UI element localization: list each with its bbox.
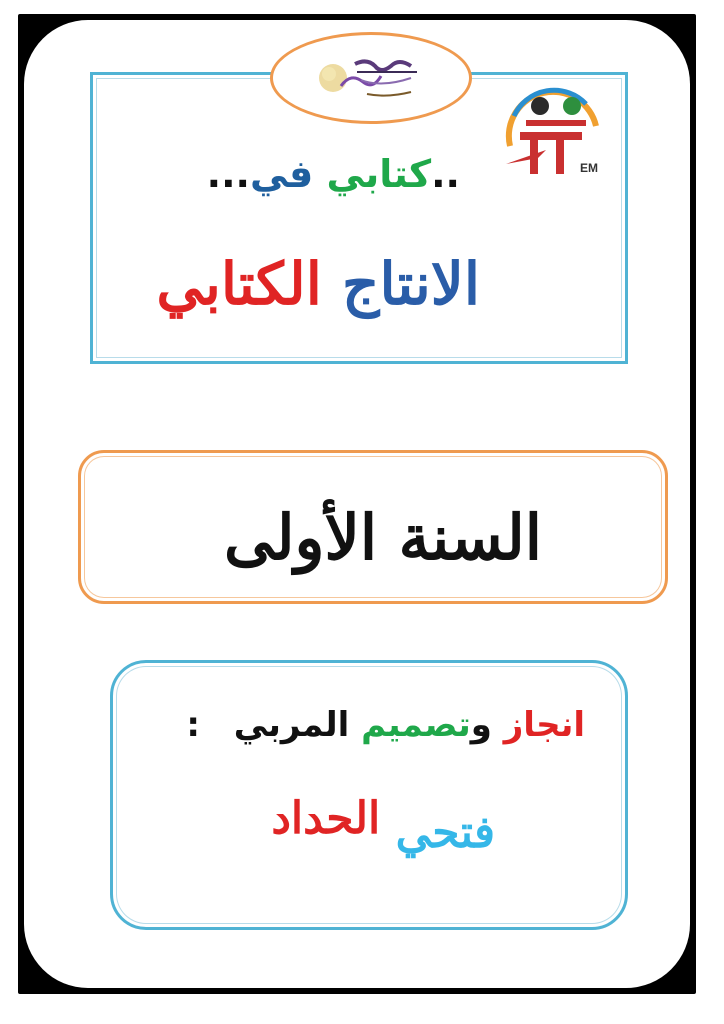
subject-word-intaj: الانتاج (342, 250, 480, 318)
credit-heading (186, 705, 585, 745)
credit-word-wa: و (470, 705, 492, 745)
grade-label: السنة الأولى (223, 500, 543, 574)
book-title-line (180, 152, 460, 212)
credit-word-injaz: انجاز (503, 705, 585, 745)
title-dots-end: .. (431, 152, 460, 196)
basmala-calligraphy-icon (311, 50, 431, 106)
author-last-name: الحداد (271, 793, 381, 844)
title-dots-start: ... (206, 152, 250, 196)
credit-word-tasmim: تصميم (361, 705, 471, 745)
basmala-oval (270, 32, 472, 124)
svg-text:EM: EM (580, 161, 598, 175)
title-word-kitabi: كتابي (326, 152, 432, 196)
author-name (237, 793, 495, 858)
em-logo-icon (496, 86, 608, 186)
credit-panel (110, 660, 628, 930)
grade-panel (78, 450, 668, 604)
credit-word-murabbi: المربي (233, 705, 350, 745)
title-word-fi: في (249, 152, 314, 196)
credit-colon: : (186, 705, 200, 745)
subject-word-kitabi: الكتابي (156, 250, 322, 318)
subject-title (150, 250, 480, 340)
author-first-name: فتحي (395, 807, 495, 858)
